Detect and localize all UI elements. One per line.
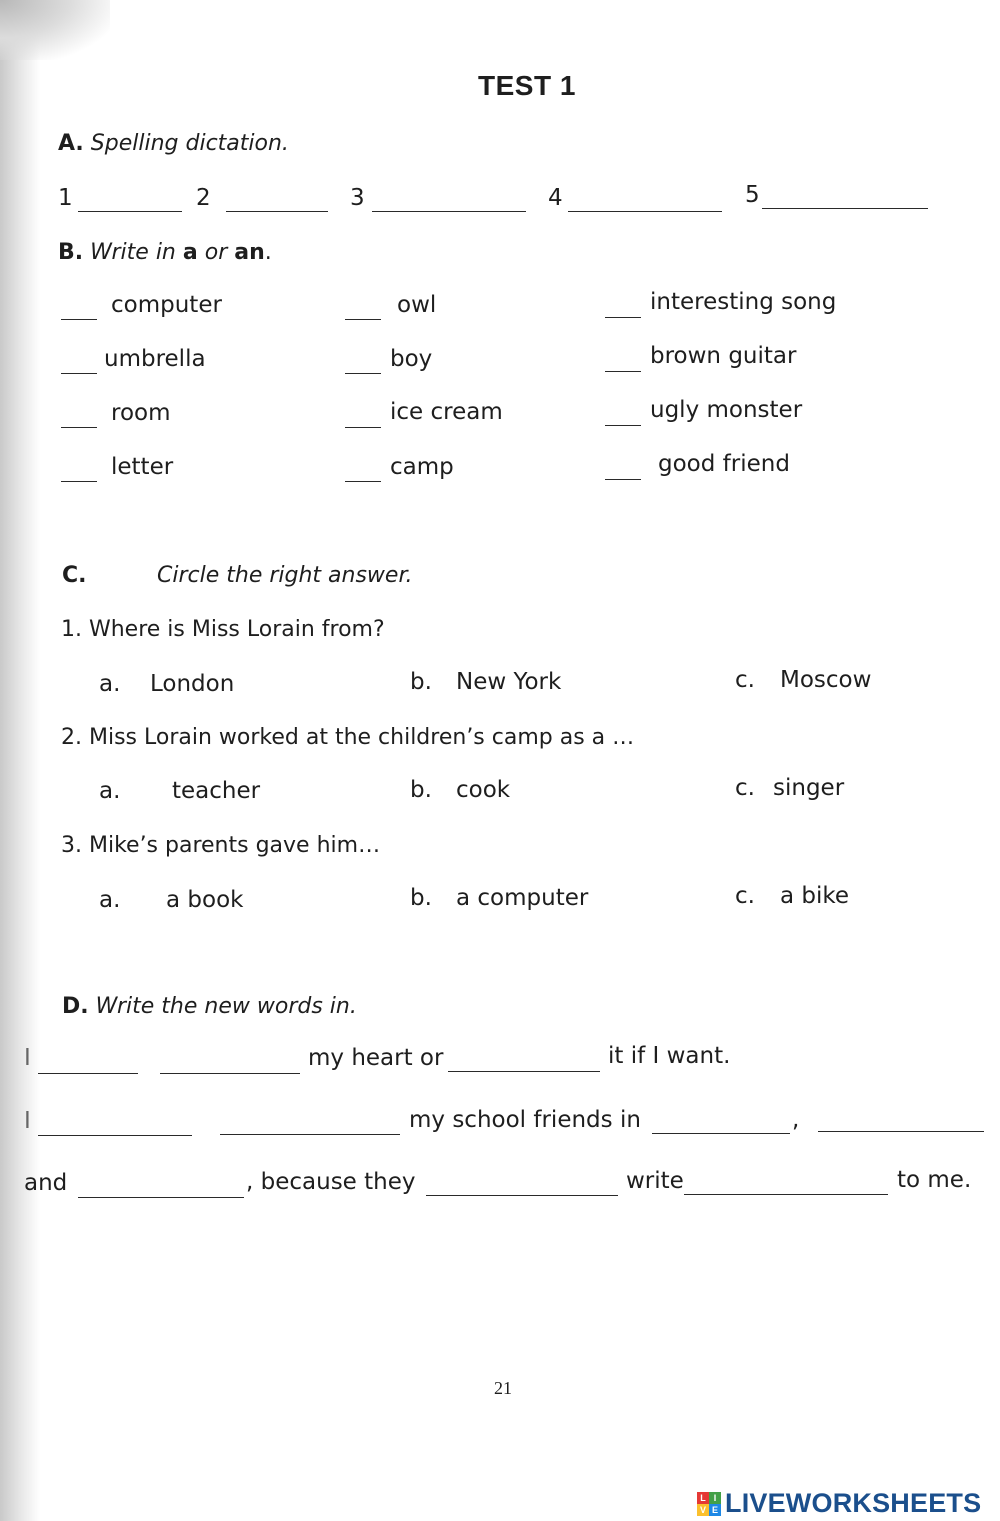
fill-blank[interactable] bbox=[448, 1071, 600, 1072]
fill-blank[interactable] bbox=[652, 1133, 790, 1134]
article-blank[interactable] bbox=[61, 427, 97, 428]
question-1: 1. Where is Miss Lorain from? bbox=[61, 617, 385, 642]
dictation-number-1: 1 bbox=[58, 185, 73, 211]
liveworksheets-icon: L I V E bbox=[697, 1492, 721, 1516]
article-blank[interactable] bbox=[61, 481, 97, 482]
option-text[interactable]: a book bbox=[166, 887, 244, 913]
dictation-blank-5[interactable] bbox=[762, 208, 928, 209]
article-blank[interactable] bbox=[605, 371, 641, 372]
option-label: c. bbox=[735, 775, 755, 801]
line2-start: I bbox=[24, 1108, 31, 1134]
article-item: letter bbox=[111, 454, 174, 480]
fill-blank[interactable] bbox=[38, 1135, 192, 1136]
article-item: brown guitar bbox=[650, 343, 797, 369]
fill-blank[interactable] bbox=[426, 1195, 618, 1196]
article-blank[interactable] bbox=[345, 427, 381, 428]
article-item: good friend bbox=[658, 451, 790, 477]
article-item: room bbox=[111, 400, 171, 426]
article-item: boy bbox=[390, 346, 433, 372]
scan-corner-shadow bbox=[0, 0, 110, 60]
article-blank[interactable] bbox=[605, 317, 641, 318]
fill-blank[interactable] bbox=[78, 1197, 244, 1198]
option-text[interactable]: teacher bbox=[172, 778, 261, 804]
fill-blank[interactable] bbox=[220, 1134, 400, 1135]
article-blank[interactable] bbox=[345, 319, 381, 320]
line2-text: my school friends in bbox=[409, 1107, 641, 1133]
line1-text: it if I want. bbox=[608, 1043, 731, 1069]
dictation-number-4: 4 bbox=[548, 185, 563, 211]
section-d-instruction: Write the new words in. bbox=[95, 994, 357, 1019]
article-blank[interactable] bbox=[61, 373, 97, 374]
dictation-blank-2[interactable] bbox=[226, 211, 328, 212]
page-title: TEST 1 bbox=[478, 70, 576, 101]
section-b-letter: B. bbox=[58, 240, 84, 265]
liveworksheets-logo bbox=[697, 1488, 981, 1519]
article-item: ice cream bbox=[390, 399, 503, 425]
dictation-blank-3[interactable] bbox=[372, 211, 526, 212]
fill-blank[interactable] bbox=[684, 1194, 888, 1195]
article-item: ugly monster bbox=[650, 397, 803, 423]
option-label: b. bbox=[410, 885, 432, 911]
line3-text: to me. bbox=[897, 1167, 972, 1193]
article-item: camp bbox=[390, 454, 454, 480]
article-item: owl bbox=[397, 292, 437, 318]
section-b-dot: . bbox=[264, 240, 272, 265]
dictation-number-5: 5 bbox=[745, 182, 760, 208]
section-a-instruction: Spelling dictation. bbox=[90, 131, 289, 156]
option-label: a. bbox=[99, 778, 121, 804]
option-text[interactable]: singer bbox=[773, 775, 845, 801]
option-text[interactable]: a computer bbox=[456, 885, 589, 911]
line3-text: , because they bbox=[246, 1169, 416, 1195]
section-b-instruction: Write in bbox=[90, 240, 176, 265]
dictation-number-3: 3 bbox=[350, 185, 365, 211]
line1-text: my heart or bbox=[308, 1045, 444, 1071]
section-d-heading bbox=[62, 994, 357, 1019]
section-b-heading bbox=[58, 240, 272, 265]
section-c-letter: C. bbox=[62, 563, 87, 588]
line3-text: write bbox=[626, 1168, 684, 1194]
section-b-word-or: or bbox=[204, 240, 228, 265]
option-label: c. bbox=[735, 667, 755, 693]
option-label: a. bbox=[99, 671, 121, 697]
fill-blank[interactable] bbox=[818, 1131, 984, 1132]
line3-start: and bbox=[24, 1170, 68, 1196]
dictation-blank-1[interactable] bbox=[78, 211, 182, 212]
option-label: a. bbox=[99, 887, 121, 913]
article-blank[interactable] bbox=[605, 479, 641, 480]
section-d-letter: D. bbox=[62, 994, 89, 1019]
article-blank[interactable] bbox=[605, 425, 641, 426]
option-text[interactable]: Moscow bbox=[780, 667, 872, 693]
option-text[interactable]: London bbox=[150, 671, 235, 697]
section-a-letter: A. bbox=[58, 131, 84, 156]
article-blank[interactable] bbox=[61, 319, 97, 320]
dictation-blank-4[interactable] bbox=[568, 211, 722, 212]
page-number: 21 bbox=[494, 1378, 512, 1398]
scan-edge-shadow bbox=[0, 0, 40, 1521]
fill-blank[interactable] bbox=[38, 1073, 138, 1074]
section-b-word-a: a bbox=[182, 240, 198, 265]
article-blank[interactable] bbox=[345, 373, 381, 374]
dictation-number-2: 2 bbox=[196, 185, 211, 211]
option-label: b. bbox=[410, 777, 432, 803]
option-text[interactable]: a bike bbox=[780, 883, 850, 909]
question-3: 3. Mike’s parents gave him… bbox=[61, 833, 381, 858]
article-item: interesting song bbox=[650, 289, 837, 315]
article-item: computer bbox=[111, 292, 222, 318]
section-b-word-an: an bbox=[234, 240, 265, 265]
option-text[interactable]: New York bbox=[456, 669, 562, 695]
line2-comma: , bbox=[792, 1107, 800, 1133]
logo-text: LIVEWORKSHEETS bbox=[725, 1488, 982, 1518]
option-text[interactable]: cook bbox=[456, 777, 511, 803]
article-item: umbrella bbox=[104, 346, 206, 372]
option-label: c. bbox=[735, 883, 755, 909]
section-a-heading bbox=[58, 131, 289, 156]
line1-start: I bbox=[24, 1045, 31, 1071]
fill-blank[interactable] bbox=[160, 1073, 300, 1074]
article-blank[interactable] bbox=[345, 481, 381, 482]
option-label: b. bbox=[410, 669, 432, 695]
section-c-instruction: Circle the right answer. bbox=[157, 563, 413, 588]
question-2: 2. Miss Lorain worked at the children’s camp as a … bbox=[61, 725, 635, 750]
